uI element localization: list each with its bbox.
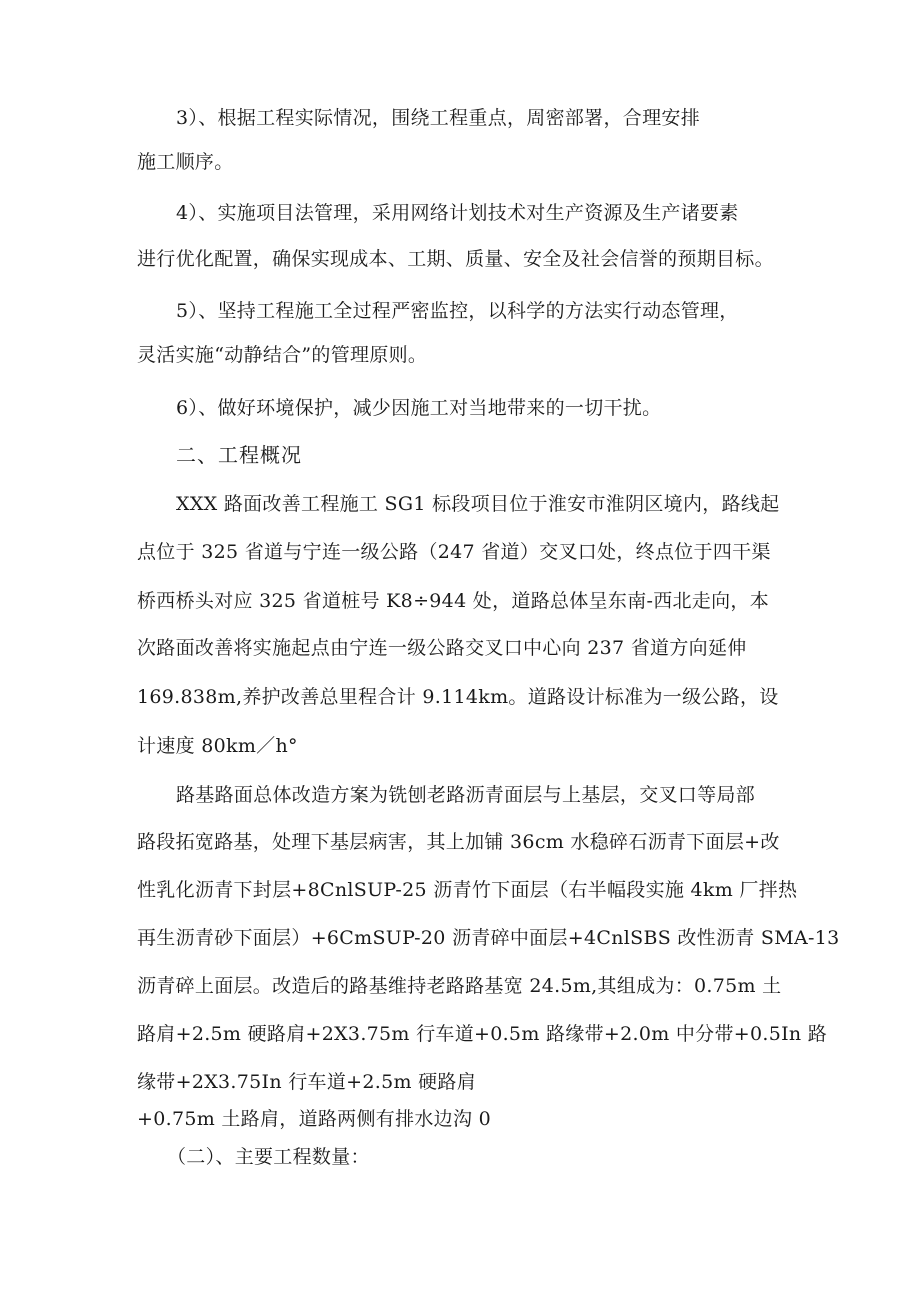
paragraph-3-line-1: 3）、根据工程实际情况，围绕工程重点，周密部署，合理安排: [176, 107, 700, 129]
overview-line-1: XXX 路面改善工程施工 SG1 标段项目位于淮安市淮阴区境内，路线起: [176, 493, 780, 515]
paragraph-3-line-2: 施工顺序。: [137, 151, 234, 173]
scheme-line-3: 性乳化沥青下封层+8CnlSUP-25 沥青竹下面层（右半幅段实施 4km 厂拌热: [137, 879, 798, 901]
overview-line-2: 点位于 325 省道与宁连一级公路（247 省道）交叉口处，终点位于四干渠: [137, 541, 771, 563]
scheme-line-4: 再生沥青砂下面层）+6CmSUP-20 沥青碎中面层+4CnlSBS 改性沥青 SMA-13: [137, 927, 840, 949]
overview-line-6: 计速度 80km／h°: [137, 735, 298, 757]
subsection-heading: （二）、主要工程数量：: [167, 1146, 370, 1168]
scheme-line-7: 缘带+2X3.75In 行车道+2.5m 硬路肩: [137, 1071, 477, 1093]
scheme-line-5: 沥青碎上面层。改造后的路基维持老路路基宽 24.5m,其组成为：0.75m 土: [137, 975, 782, 997]
overview-line-5: 169.838m,养护改善总里程合计 9.114km。道路设计标准为一级公路，设: [137, 686, 779, 708]
paragraph-5-line-1: 5）、坚持工程施工全过程严密监控，以科学的方法实行动态管理，: [176, 300, 739, 322]
paragraph-4-line-1: 4）、实施项目法管理，采用网络计划技术对生产资源及生产诸要素: [176, 202, 739, 224]
scheme-line-8: +0.75m 土路肩，道路两侧有排水边沟 0: [137, 1108, 492, 1130]
paragraph-6-line-1: 6）、做好环境保护，减少因施工对当地带来的一切干扰。: [176, 397, 662, 419]
paragraph-4-line-2: 进行优化配置，确保实现成本、工期、质量、安全及社会信誉的预期目标。: [137, 248, 774, 270]
scheme-line-6: 路肩+2.5m 硬路肩+2X3.75m 行车道+0.5m 路缘带+2.0m 中分带+0.5In 路: [137, 1023, 828, 1045]
scheme-line-2: 路段拓宽路基，处理下基层病害，其上加铺 36cm 水稳碎石沥青下面层+改: [137, 831, 780, 853]
section-heading: 二、工程概况: [176, 443, 302, 467]
overview-line-3: 桥西桥头对应 325 省道桩号 K8÷944 处，道路总体呈东南-西北走向，本: [137, 590, 770, 612]
scheme-line-1: 路基路面总体改造方案为铣刨老路沥青面层与上基层，交叉口等局部: [176, 784, 756, 806]
overview-line-4: 次路面改善将实施起点由宁连一级公路交叉口中心向 237 省道方向延伸: [137, 637, 747, 659]
paragraph-5-line-2: 灵活实施“动静结合”的管理原则。: [137, 344, 428, 366]
